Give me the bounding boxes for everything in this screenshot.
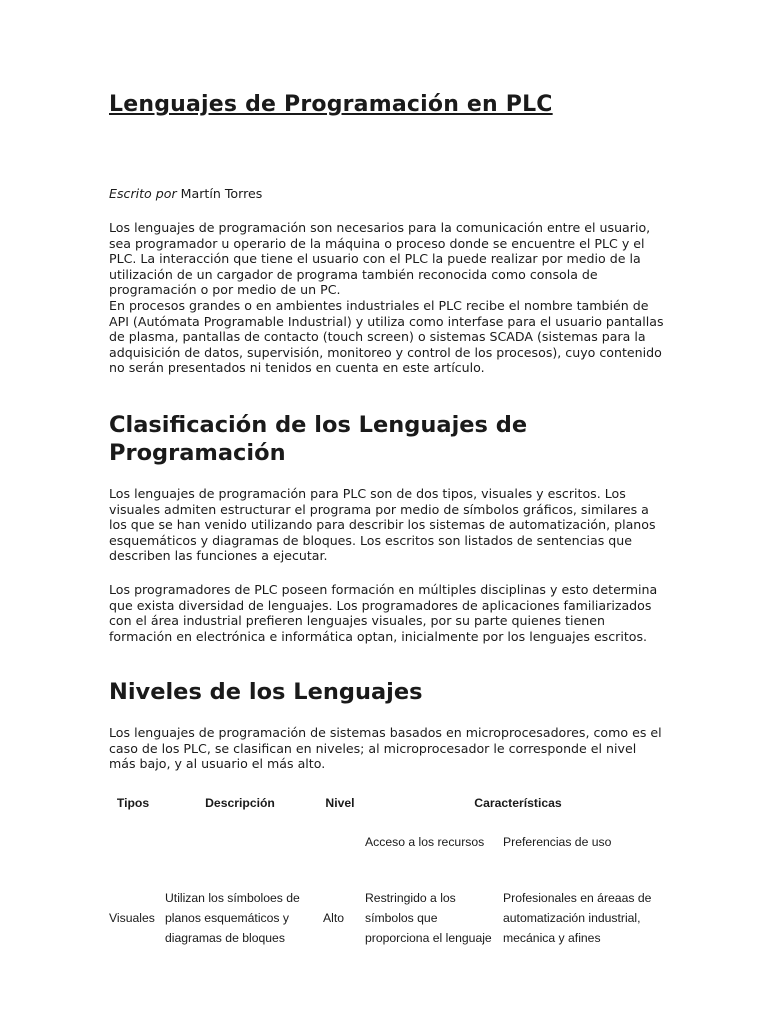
byline [109, 186, 262, 202]
header-tipos: Tipos [116, 796, 150, 810]
cell-descripcion: Utilizan los símboloes de planos esquemáticos y diagramas de bloques [165, 891, 300, 945]
section-heading-niveles: Niveles de los Lenguajes [109, 679, 423, 705]
cell-acceso: Restringido a los símbolos que proporciona el lenguaje [365, 891, 492, 945]
intro-paragraph-1: Los lenguajes de programación son necesarios para la comunicación entre el usuario, sea programador u operario de la máquina o proceso donde se encuentre el PLC y el PLC. La interacción que tiene el usuario con el PLC la puede realizar por medio de la utilización de un cargador de programa también reconocida como consola de programación o por medio de un PC. [109, 220, 651, 298]
intro-paragraph-2: En procesos grandes o en ambientes industriales el PLC recibe el nombre también de API (Autómata Programable Industrial) y utiliza como interfase para el usuario pantallas de plasma, pantallas de contacto (touch screen) o sistemas SCADA (sistemas para la adquisición de datos, supervisión, monitoreo y control de los procesos), cuyo contenido no serán presentados ni tenidos en cuenta en este artículo. [109, 298, 664, 376]
cell-preferencias: Profesionales en áreaas de automatización industrial, mecánica y afines [503, 891, 652, 945]
header-caracteristicas: Características [474, 796, 562, 810]
table-header-row [105, 786, 675, 820]
subheader-preferencias: Preferencias de uso [503, 835, 612, 849]
table-subheader-row [105, 820, 675, 864]
table-row [105, 864, 675, 972]
cell-nivel: Alto [323, 911, 345, 925]
section1-paragraph-1: Los lenguajes de programación para PLC son de dos tipos, visuales y escritos. Los visuales admiten estructurar el programa por medio de símbolos gráficos, similares a los que se han venido utilizando para describir los sistemas de automatización, planos esquemáticos y diagramas de bloques. Los escritos son listados de sentencias que describen las funciones a ejecutar. [109, 486, 656, 564]
byline-prefix: Escrito por [109, 186, 177, 201]
section-heading-clasificacion: Clasificación de los Lenguajes de Programación [109, 412, 528, 466]
document-title: Lenguajes de Programación en PLC [109, 92, 553, 117]
byline-author: Martín Torres [180, 186, 263, 201]
section2-paragraph-1: Los lenguajes de programación de sistemas basados en microprocesadores, como es el caso de los PLC, se clasifican en niveles; al microprocesador le corresponde el nivel más bajo, y al usuario el más alto. [109, 725, 662, 772]
levels-table [105, 786, 675, 972]
header-nivel: Nivel [325, 796, 355, 810]
cell-tipo: Visuales [109, 911, 155, 925]
header-descripcion: Descripción [205, 796, 275, 810]
section1-paragraph-2: Los programadores de PLC poseen formación en múltiples disciplinas y esto determina que exista diversidad de lenguajes. Los programadores de aplicaciones familiarizados con el área industrial prefieren lenguajes visuales, por su parte quienes tienen formación en electrónica e informática optan, inicialmente por los lenguajes escritos. [109, 582, 658, 644]
subheader-acceso: Acceso a los recursos [365, 835, 485, 849]
